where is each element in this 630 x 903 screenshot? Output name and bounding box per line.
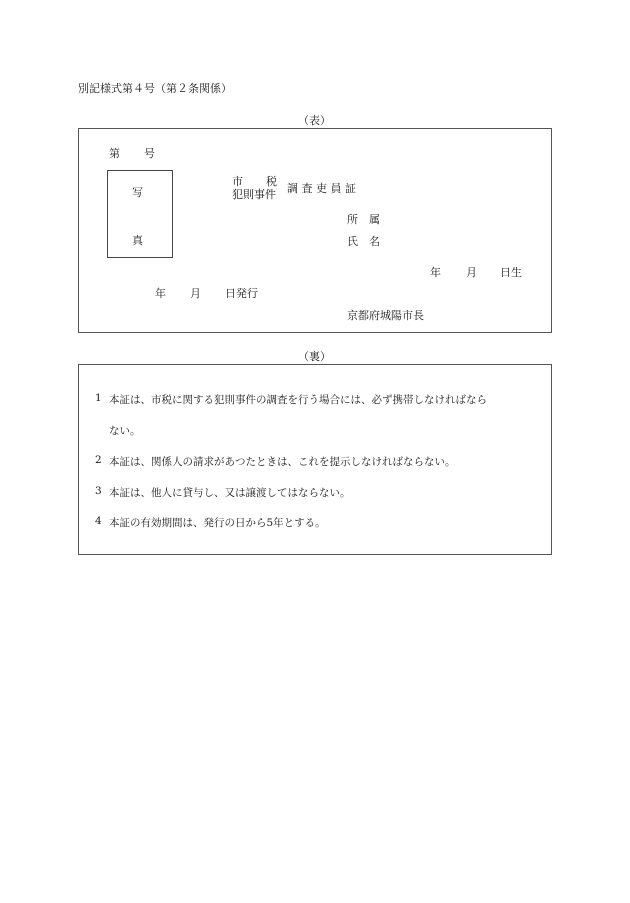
title-zei: 税 — [266, 175, 277, 188]
birth-year: 年 — [430, 266, 441, 279]
front-label: （表） — [298, 114, 331, 127]
item-4-text: 本証の有効期間は、発行の日から5年とする。 — [109, 517, 326, 529]
item-2-text: 本証は、関係人の請求があつたときは、これを提示しなければならない。 — [109, 456, 456, 468]
issuer: 京都府城陽市長 — [347, 309, 424, 322]
item-3-num: 3 — [95, 485, 102, 497]
photo-label-bottom: 真 — [132, 234, 143, 247]
issue-month: 月 — [190, 287, 201, 300]
issue-year: 年 — [155, 287, 166, 300]
number-go: 号 — [144, 147, 155, 160]
form-title: 別記様式第４号（第２条関係） — [78, 82, 232, 95]
item-4-num: 4 — [95, 515, 102, 527]
number-dai: 第 — [109, 147, 120, 160]
affiliation-label: 所 属 — [347, 213, 380, 226]
item-1-num: 1 — [95, 392, 102, 404]
name-label: 氏 名 — [347, 235, 380, 248]
issue-day: 日発行 — [225, 287, 258, 300]
item-2-num: 2 — [95, 454, 102, 466]
birth-month: 月 — [466, 266, 477, 279]
title-shi: 市 — [232, 175, 243, 188]
item-1-text: 本証は、市税に関する犯則事件の調査を行う場合には、必ず携帯しなければなら — [109, 394, 487, 406]
birth-day: 日生 — [500, 266, 522, 279]
item-3-text: 本証は、他人に貸与し、又は譲渡してはならない。 — [109, 487, 351, 499]
back-label: （裏） — [298, 350, 331, 363]
title-tail: 調 査 吏 員 証 — [287, 182, 356, 195]
photo-label-top: 写 — [132, 186, 143, 199]
title-hansoku: 犯則事件 — [232, 188, 276, 201]
item-1-cont: ない。 — [109, 425, 141, 437]
